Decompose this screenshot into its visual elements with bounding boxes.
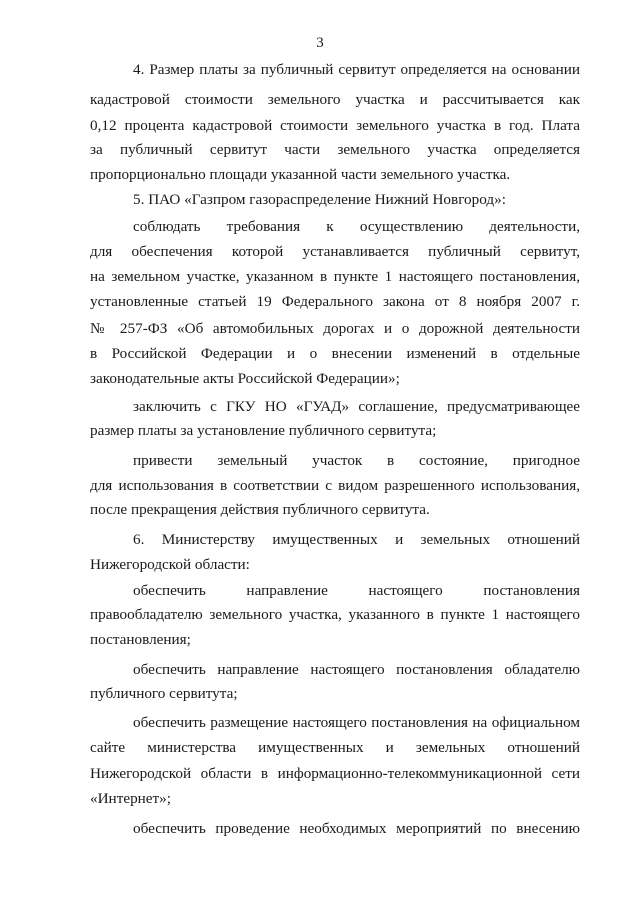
text-line: № 257-ФЗ «Об автомобильных дорогах и о дорожной деятельности bbox=[90, 320, 580, 337]
text-line: после прекращения действия публичного сервитута. bbox=[90, 501, 430, 518]
text-line: размер платы за установление публичного сервитута; bbox=[90, 422, 437, 439]
text-line: для обеспечения которой устанавливается публичный сервитут, bbox=[90, 243, 580, 260]
text-line: правообладателю земельного участка, указанного в пункте 1 настоящего bbox=[90, 606, 580, 623]
text-line: обеспечить направление настоящего постановления обладателю bbox=[133, 661, 580, 678]
text-line: обеспечить размещение настоящего постановления на официальном bbox=[133, 714, 580, 731]
text-line: 6. Министерству имущественных и земельных отношений bbox=[133, 531, 580, 548]
text-line: за публичный сервитут части земельного участка определяется bbox=[90, 141, 580, 158]
text-line: сайте министерства имущественных и земельных отношений bbox=[90, 739, 580, 756]
text-line: 4. Размер платы за публичный сервитут определяется на основании bbox=[133, 61, 580, 78]
text-line: в Российской Федерации и о внесении изменений в отдельные bbox=[90, 345, 580, 362]
text-line: обеспечить проведение необходимых мероприятий по внесению bbox=[133, 820, 580, 837]
text-line: 5. ПАО «Газпром газораспределение Нижний Новгород»: bbox=[133, 191, 506, 208]
text-line: Нижегородской области: bbox=[90, 556, 250, 573]
text-line: Нижегородской области в информационно-телекоммуникационной сети bbox=[90, 765, 580, 782]
text-line: соблюдать требования к осуществлению деятельности, bbox=[133, 218, 580, 235]
text-line: пропорционально площади указанной части земельного участка. bbox=[90, 166, 511, 183]
text-line: установленные статьей 19 Федерального закона от 8 ноября 2007 г. bbox=[90, 293, 580, 310]
text-line: заключить с ГКУ НО «ГУАД» соглашение, предусматривающее bbox=[133, 398, 580, 415]
text-line: постановления; bbox=[90, 631, 191, 648]
text-line: обеспечить направление настоящего постановления bbox=[133, 582, 580, 599]
text-line: публичного сервитута; bbox=[90, 685, 238, 702]
text-line: кадастровой стоимости земельного участка и рассчитывается как bbox=[90, 91, 580, 108]
text-line: для использования в соответствии с видом разрешенного использования, bbox=[90, 477, 580, 494]
text-line: «Интернет»; bbox=[90, 790, 171, 807]
text-line: 0,12 процента кадастровой стоимости земельного участка в год. Плата bbox=[90, 117, 580, 134]
page-number: 3 bbox=[316, 35, 324, 51]
text-line: привести земельный участок в состояние, пригодное bbox=[133, 452, 580, 469]
text-line: законодательные акты Российской Федерации»; bbox=[90, 370, 400, 387]
text-line: на земельном участке, указанном в пункте 1 настоящего постановления, bbox=[90, 268, 580, 285]
